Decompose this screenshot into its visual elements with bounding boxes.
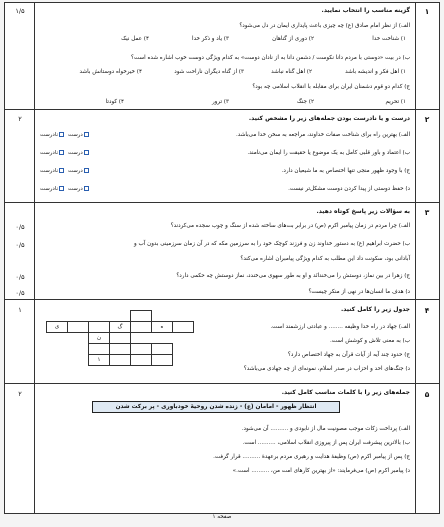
crossword-cell[interactable] (131, 344, 152, 355)
score-column (5, 300, 35, 383)
crossword-cell[interactable] (152, 355, 173, 366)
crossword-cell[interactable] (68, 322, 89, 333)
option-c2[interactable]: ۲) جنگ (296, 99, 314, 105)
crossword-cell (68, 333, 89, 344)
score: ۱/۵ (15, 7, 25, 15)
score-column (5, 384, 35, 514)
crossword-cell[interactable] (110, 344, 131, 355)
crossword-row (47, 344, 194, 355)
crossword-cell (110, 311, 131, 322)
crossword-cell[interactable] (131, 355, 152, 366)
crossword-cell (173, 333, 194, 344)
short-answer-d: د) هدف ما انسان‌ها در نهی از منکر چیست؟ (308, 289, 410, 295)
score-column (5, 203, 35, 299)
question-c: ج) کدام دو قوم دشمنان ایران برای مقابله با انقلاب اسلامی چه بود؟ (252, 84, 410, 90)
question-2 (5, 110, 439, 203)
clue-c: ج) حدود چند آیه از آیات قرآن به جهاد اختصاص دارد؟ (287, 352, 410, 358)
crossword-cell[interactable]: گ (110, 322, 131, 333)
checkbox-icon[interactable] (59, 150, 64, 155)
statement-a: الف) بهترین راه برای شناخت صفات خداوند، مراجعه به سخن خدا می‌باشد. (236, 132, 410, 138)
number-column (415, 300, 439, 383)
true-false-d (40, 186, 89, 192)
checkbox-icon[interactable] (84, 186, 89, 191)
number-column (415, 384, 439, 514)
crossword-row (47, 333, 194, 344)
crossword-cell[interactable]: ن (89, 333, 110, 344)
crossword-cell[interactable]: ۱ (89, 355, 110, 366)
crossword-cell (89, 311, 110, 322)
question-number: ۲ (424, 115, 430, 124)
option-b3[interactable]: ۳) از گناه دیگران ناراحت شود (174, 69, 244, 75)
question-body (36, 384, 414, 514)
crossword-cell (68, 311, 89, 322)
score-d: ۰/۵ (15, 289, 25, 297)
score-column (5, 3, 35, 109)
question-body (36, 110, 414, 202)
option-a4[interactable]: ۴) عمل نیک (121, 36, 149, 42)
question-b: ب) در بیت «دوستی با مردم دانا نکوست / دشمن دانا به از نادان دوست» به کدام ویژگی دوست خوب اشاره شده است؟ (130, 55, 410, 61)
option-b2[interactable]: ۲) اهل گناه نباشد (271, 69, 312, 75)
true-option[interactable]: درست (68, 132, 89, 138)
exam-page (4, 2, 440, 514)
question-a: الف) از نظر امام صادق (ع) چه چیزی باعث پایداری ایمان در دل می‌شود؟ (239, 23, 410, 29)
option-c1[interactable]: ۱) تحریم (385, 99, 406, 105)
option-c4[interactable]: ۴) کودتا (105, 99, 124, 105)
crossword-cell (152, 333, 173, 344)
word-bank: انتظار ظهور - امامان (ع) - زنده شدن روحیهٔ خودباوری - پر برکت شدن (92, 401, 340, 413)
clue-a: الف) جهاد در راه خدا وظیفه ........ و عبادتی ارزشمند است. (270, 324, 410, 330)
crossword-cell[interactable]: ه (152, 322, 173, 333)
number-column (415, 110, 439, 202)
option-a1[interactable]: ۱) شناخت خدا (372, 36, 406, 42)
short-answer-b: ب) حضرت ابراهیم (ع) به دستور خداوند زن و فرزند کوچک خود را به سرزمین مکه که در آن زمان سرزمینی بدون آب و (134, 241, 410, 247)
checkbox-icon[interactable] (84, 150, 89, 155)
number-column (415, 203, 439, 299)
statement-d: د) حفظ دوستی از پیدا کردن دوست مشکل‌تر نیست. (288, 186, 410, 192)
crossword-cell[interactable] (131, 311, 152, 322)
question-heading: به سؤالات زیر پاسخ کوتاه دهید. (316, 208, 410, 215)
question-number: ۵ (424, 390, 430, 399)
question-heading: جمله‌های زیر را با کلمات مناسب کامل کنید. (281, 389, 410, 396)
true-option[interactable]: درست (68, 168, 89, 174)
question-body (36, 203, 414, 299)
option-a2[interactable]: ۲) دوری از گناهان (272, 36, 314, 42)
crossword-cell[interactable] (110, 333, 131, 344)
crossword-cell (47, 344, 68, 355)
checkbox-icon[interactable] (59, 168, 64, 173)
true-false-a (40, 132, 89, 138)
crossword-cell (131, 333, 152, 344)
true-false-c (40, 168, 89, 174)
crossword-cell (47, 333, 68, 344)
crossword-cell[interactable] (152, 344, 173, 355)
question-5 (5, 384, 439, 514)
crossword-grid (46, 310, 194, 366)
question-4 (5, 300, 439, 384)
score: ۱ (18, 306, 22, 314)
crossword-cell (47, 311, 68, 322)
fill-blank-c: ج) پس از پیامبر اکرم (ص) وظیفهٔ هدایت و رهبری مردم برعهدهٔ .......... قرار گرفت. (213, 454, 410, 460)
crossword-cell[interactable]: ی (47, 322, 68, 333)
true-option[interactable]: درست (68, 186, 89, 192)
fill-blank-a: الف) پرداخت زکات موجب مصونیت مال از نابودی و .......... آن می‌شود. (241, 426, 410, 432)
question-number: ۴ (424, 306, 430, 315)
false-option[interactable]: نادرست (40, 150, 64, 156)
crossword-cell[interactable] (89, 344, 110, 355)
crossword-cell[interactable] (131, 322, 152, 333)
question-body (36, 300, 414, 383)
checkbox-icon[interactable] (84, 168, 89, 173)
question-body (36, 3, 414, 109)
question-1 (5, 3, 439, 110)
crossword-cell[interactable] (110, 355, 131, 366)
crossword-row (47, 322, 194, 333)
crossword-row (47, 311, 194, 322)
number-column (415, 3, 439, 109)
crossword-row (47, 355, 194, 366)
crossword-cell (173, 311, 194, 322)
short-answer-c: ج) زهرا در بین نماز، دوستش را می‌خندانَد و او به طور سهوی می‌خندد، نماز دوستش چه حکمی دارد؟ (176, 273, 410, 279)
crossword-cell (68, 355, 89, 366)
true-false-b (40, 150, 89, 156)
short-answer-a: الف) چرا مردم در زمان پیامبر اکرم (ص) در برابر بت‌های ساخته شده از سنگ و چوب سجده می‌کردند؟ (170, 223, 410, 229)
fill-blank-b: ب) بالاترین پیشرفت ایران پس از پیروزی انقلاب اسلامی، .......... است. (242, 440, 410, 446)
option-b1[interactable]: ۱) اهل فکر و اندیشه باشد (345, 69, 406, 75)
question-heading: گزینه مناسب را انتخاب نمایید. (321, 7, 410, 14)
checkbox-icon[interactable] (84, 132, 89, 137)
statement-b: ب) اعتماد و باور قلبی کامل به یک موضوع یا حقیقت را ایمان می‌نامند. (247, 150, 410, 156)
false-option[interactable]: نادرست (40, 132, 64, 138)
score-column (5, 110, 35, 202)
option-a3[interactable]: ۳) یاد و ذکر خدا (192, 36, 229, 42)
false-option[interactable]: نادرست (40, 186, 64, 192)
score: ۲ (18, 390, 22, 398)
true-option[interactable]: درست (68, 150, 89, 156)
score: ۲ (18, 115, 22, 123)
crossword-cell (47, 355, 68, 366)
score-b: ۰/۵ (15, 241, 25, 249)
clue-d: د) جنگ‌های احد و احزاب در صدر اسلام، نمونه‌ای از چه جهادی می‌باشد؟ (243, 366, 410, 372)
question-heading: درست و یا نادرست بودن جمله‌های زیر را مشخص کنید. (248, 115, 410, 122)
score-a: ۰/۵ (15, 223, 25, 231)
crossword-cell (173, 355, 194, 366)
option-c3[interactable]: ۳) ترور (211, 99, 229, 105)
crossword-cell[interactable] (173, 322, 194, 333)
crossword-cell (68, 344, 89, 355)
option-b4[interactable]: ۴) خیرخواه دوستانش باشد (79, 69, 142, 75)
clue-b: ب) به معنی تلاش و کوشش است. (329, 338, 410, 344)
crossword-cell (173, 344, 194, 355)
short-answer-b-cont: آبادانی بود، سکونت داد این مطلب به کدام ویژگی پیامبران اشاره می‌کند؟ (240, 256, 410, 262)
question-number: ۳ (424, 208, 430, 217)
crossword-cell (152, 311, 173, 322)
page-footer: صفحه ۱ (212, 514, 232, 520)
question-number: ۱ (424, 7, 430, 16)
statement-c: ج) با وجود ظهور منجی تنها اختصاص به ما شیعیان دارد. (281, 168, 410, 174)
checkbox-icon[interactable] (59, 132, 64, 137)
false-option[interactable]: نادرست (40, 168, 64, 174)
checkbox-icon[interactable] (59, 186, 64, 191)
fill-blank-d: د) پیامبر اکرم (ص) می‌فرمایند: «از بهترین کارهای امت من، .......... است.» (232, 468, 410, 474)
score-c: ۰/۵ (15, 273, 25, 281)
crossword-cell[interactable] (89, 322, 110, 333)
question-3 (5, 203, 439, 300)
question-heading: جدول زیر را کامل کنید. (341, 306, 410, 313)
